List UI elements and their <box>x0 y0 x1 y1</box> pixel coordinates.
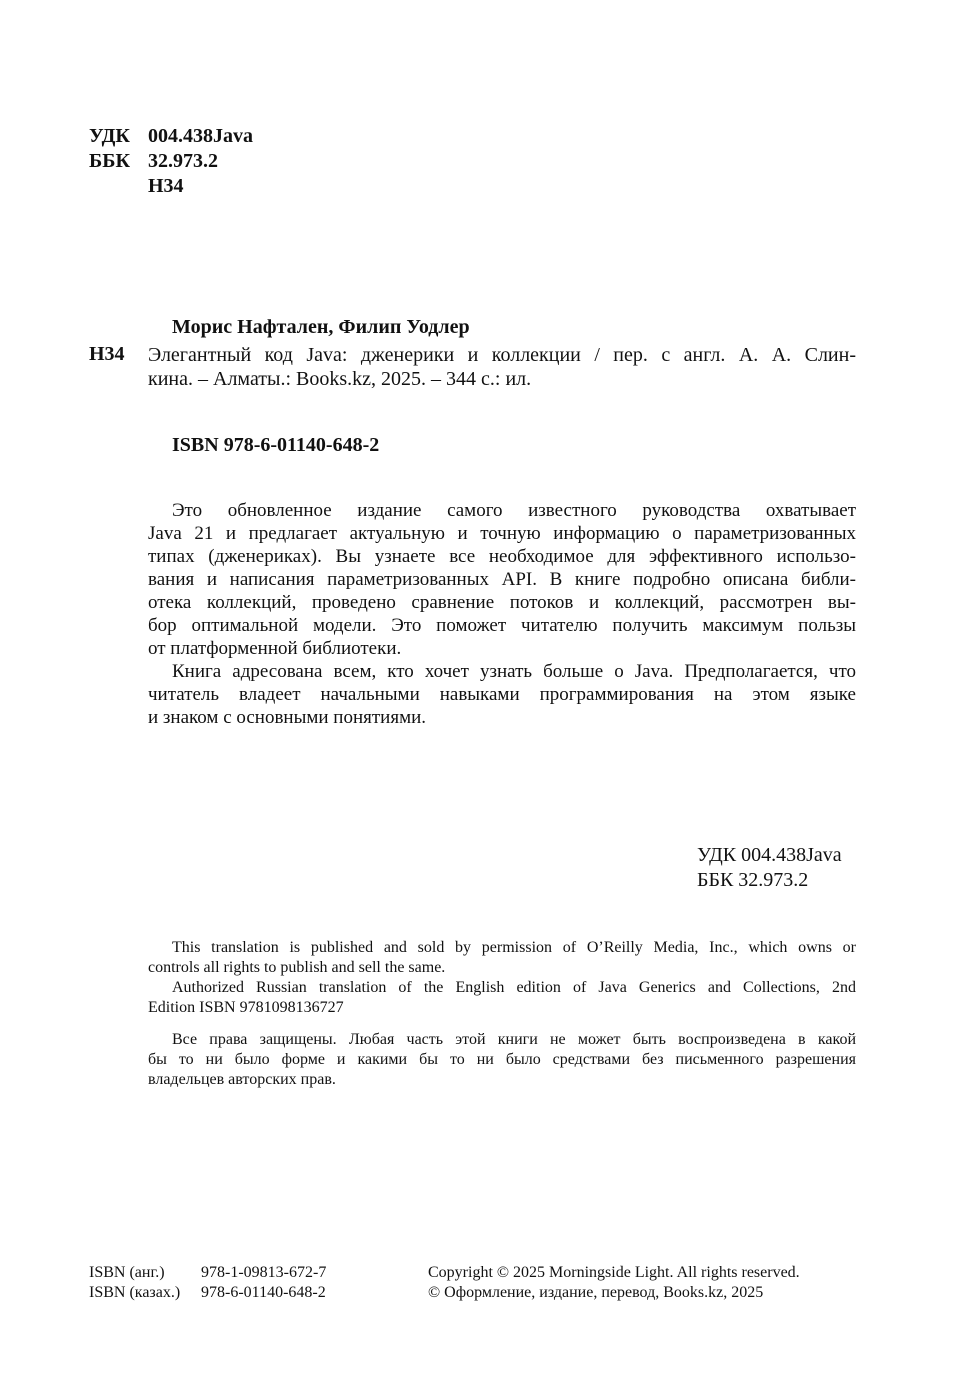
abstract-line: бор оптимальной модели. Это поможет читателю получить максимум пользы <box>148 615 856 636</box>
abstract <box>148 499 856 729</box>
abstract-line: Книга адресована всем, кто хочет узнать больше о Java. Предполагается, что <box>172 661 856 682</box>
isbn-label: ISBN (анг.) <box>89 1264 165 1281</box>
notice-line: Edition ISBN 9781098136727 <box>148 999 344 1016</box>
bbk-label: ББК <box>89 150 130 172</box>
rights-line: Все права защищены. Любая часть этой книги не может быть воспроизведена в какой <box>172 1031 856 1048</box>
isbn-value: 978-6-01140-648-2 <box>201 1284 326 1301</box>
bibliographic-entry <box>148 343 856 391</box>
rights-line: бы то ни было форме и какими бы то ни было средствами без письменного разрешения <box>148 1051 856 1068</box>
biblio-line: кина. – Алматы.: Books.kz, 2025. – 344 с.: ил. <box>148 368 532 390</box>
classification-right <box>697 843 842 893</box>
copyright <box>428 1263 800 1303</box>
isbn-label: ISBN (казах.) <box>89 1284 181 1301</box>
notice-line: controls all rights to publish and sell the same. <box>148 959 446 976</box>
abstract-line: и знаком с основными понятиями. <box>148 707 427 728</box>
notice-line: This translation is published and sold by permission of O’Reilly Media, Inc., which owns or <box>172 939 856 956</box>
abstract-line: читатель владеет начальными навыками программирования на этом языке <box>148 684 856 705</box>
bbk-code: 32.973.2 <box>148 150 218 172</box>
bbk-right: ББК 32.973.2 <box>697 869 809 891</box>
isbn-value: 978-1-09813-672-7 <box>201 1264 327 1281</box>
copyright-line: Copyright © 2025 Morningside Light. All rights reserved. <box>428 1264 800 1281</box>
biblio-line: Элегантный код Java: дженерики и коллекции / пер. с англ. А. А. Слин- <box>148 344 856 366</box>
author-mark: Н34 <box>148 175 184 197</box>
abstract-line: вания и написания параметризованных API. В книге подробно описана библи- <box>148 569 856 590</box>
english-notice <box>148 938 856 1018</box>
abstract-line: Это обновленное издание самого известного руководства охватывает <box>172 500 856 521</box>
udk-code: 004.438Java <box>148 125 253 147</box>
authors: Морис Нафтален, Филип Уодлер <box>172 316 470 338</box>
isbn-list <box>89 1263 326 1303</box>
abstract-line: отека коллекций, проведено сравнение потоков и коллекций, рассмотрен вы- <box>148 592 856 613</box>
abstract-line: от платформенной библиотеки. <box>148 638 402 659</box>
entry-mark: Н34 <box>89 343 125 365</box>
udk-right: УДК 004.438Java <box>697 844 842 866</box>
rights-notice <box>148 1030 856 1090</box>
classification-codes <box>89 124 253 199</box>
rights-line: владельцев авторских прав. <box>148 1071 336 1088</box>
notice-line: Authorized Russian translation of the English edition of Java Generics and Collections, 2nd <box>172 979 856 996</box>
abstract-line: типах (дженериках). Вы узнаете все необходимое для эффективного использо- <box>148 546 856 567</box>
copyright-line: © Оформление, издание, перевод, Books.kz, 2025 <box>428 1284 764 1301</box>
udk-label: УДК <box>89 125 130 147</box>
isbn: ISBN 978-6-01140-648-2 <box>172 434 380 456</box>
abstract-line: Java 21 и предлагает актуальную и точную информацию о параметризованных <box>148 523 856 544</box>
